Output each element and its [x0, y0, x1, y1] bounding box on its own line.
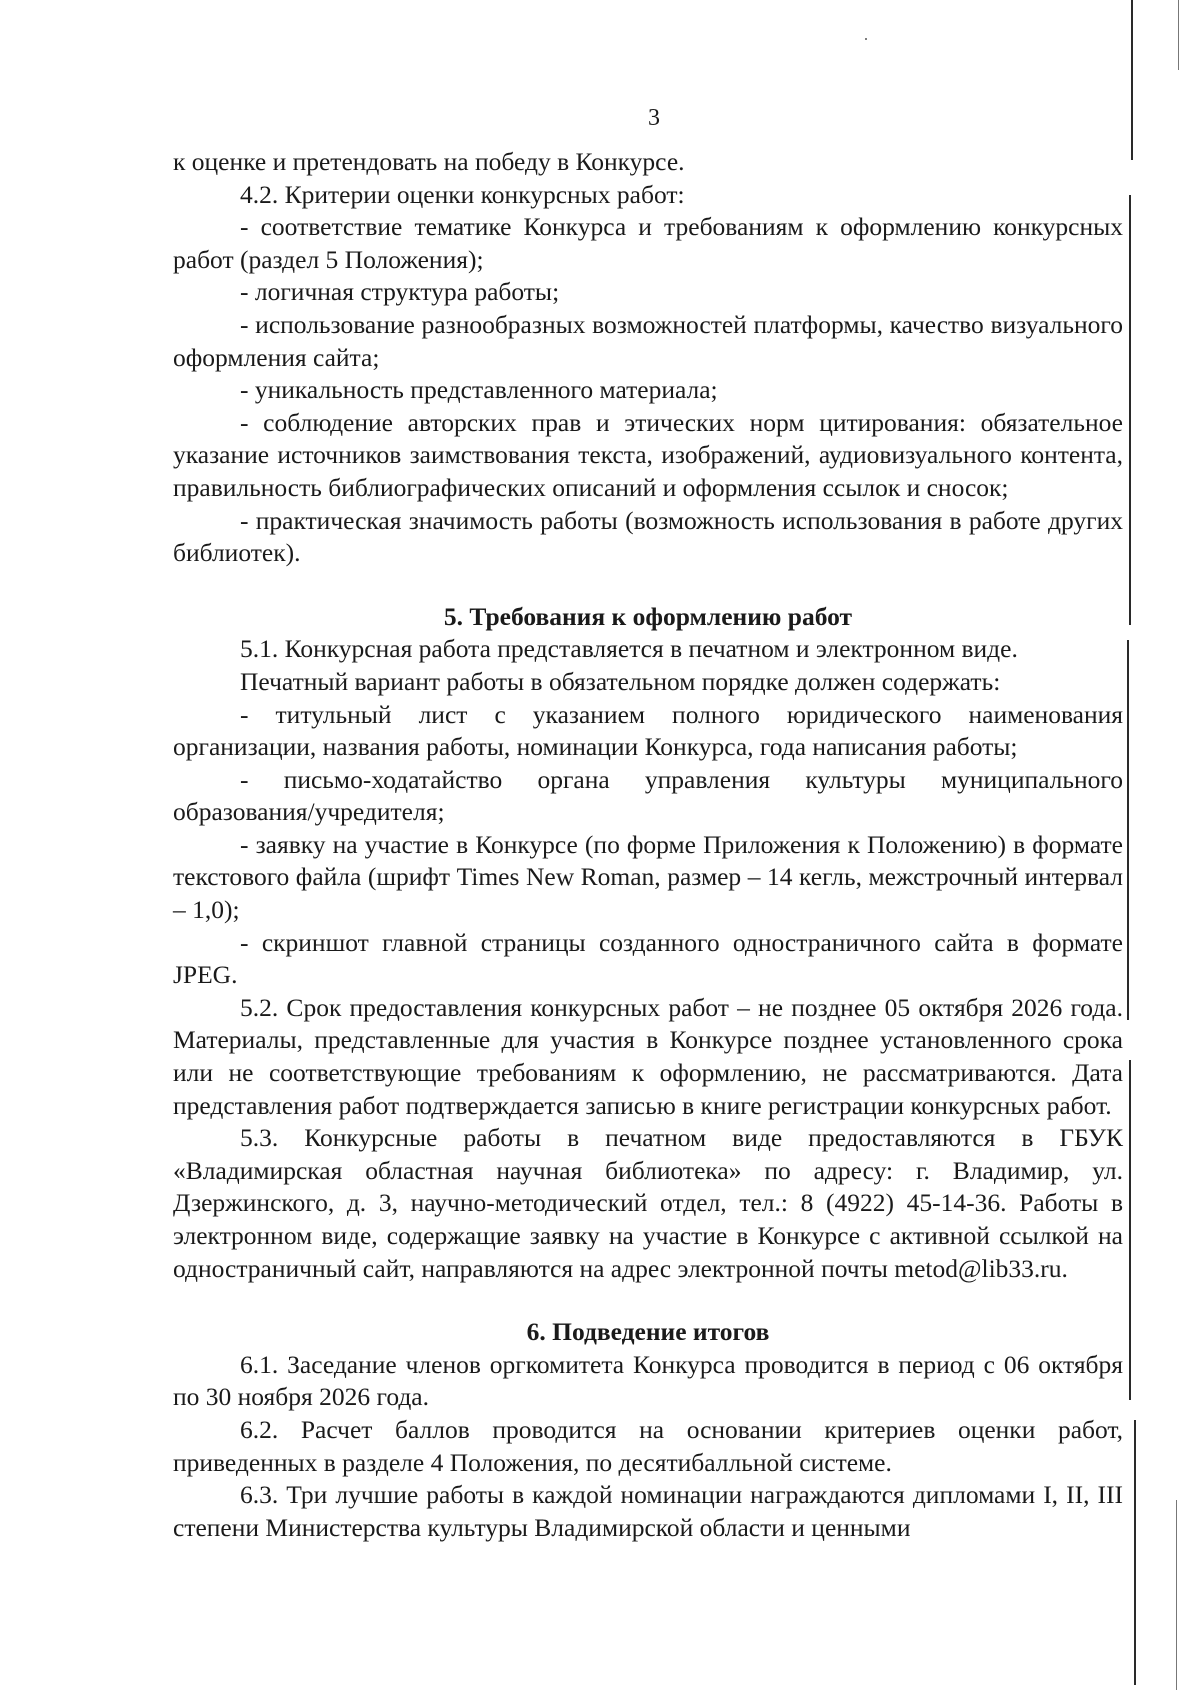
criteria-item: - практическая значимость работы (возможность использования в работе других библиотек).	[173, 505, 1123, 568]
section-5-list-item: - титульный лист с указанием полного юридического наименования организации, названия работы, номинации Конкурса, года написания работы;	[173, 699, 1123, 762]
scan-edge-line	[1127, 640, 1129, 1020]
page-number: 3	[648, 105, 660, 131]
section-5-paragraph: 5.1. Конкурсная работа представляется в печатном и электронном виде.	[240, 634, 1018, 664]
section-spacer	[173, 1285, 1123, 1316]
section-6-paragraph: 6.2. Расчет баллов проводится на основании критериев оценки работ, приведенных в разделе 4 Положения, по десятибалльной системе.	[173, 1414, 1123, 1477]
criteria-item: - использование разнообразных возможностей платформы, качество визуального оформления сайта;	[173, 309, 1123, 372]
paragraph: к оценке и претендовать на победу в Конкурсе.	[173, 147, 685, 176]
section-spacer	[173, 570, 1123, 601]
section-5-paragraph: Печатный вариант работы в обязательном порядке должен содержать:	[240, 666, 1001, 696]
scan-edge-line	[1178, 0, 1179, 70]
scan-speck	[865, 38, 867, 40]
scan-edge-line	[1176, 1500, 1177, 1690]
scan-edge-line	[1134, 1420, 1136, 1685]
section-5-list-item: - заявку на участие в Конкурсе (по форме Приложения к Положению) в формате текстового файла (шрифт Times New Roman, размер – 14 кегль, межстрочный интервал – 1,0);	[173, 829, 1123, 925]
section-6-heading: 6. Подведение итогов	[526, 1317, 770, 1347]
document-body	[173, 146, 1123, 1544]
criteria-item: - уникальность представленного материала;	[240, 375, 718, 405]
criteria-item: - соблюдение авторских прав и этических норм цитирования: обязательное указание источников заимствования текста, изображений, аудиовизуального контента, правильность библиографических описаний и оформления ссылок и сносок;	[173, 407, 1123, 502]
criteria-item: - логичная структура работы;	[240, 277, 560, 307]
section-5-paragraph: 5.2. Срок предоставления конкурсных работ – не позднее 05 октября 2026 года. Материалы, представленные для участия в Конкурсе позднее установленного срока или не соответствующие требованиям к оформлению, не рассматриваются. Дата представления работ подтверждается записью в книге регистрации конкурсных работ.	[173, 992, 1123, 1120]
section-5-paragraph: 5.3. Конкурсные работы в печатном виде предоставляются в ГБУК «Владимирская областная научная библиотека» по адресу: г. Владимир, ул. Дзержинского, д. 3, научно-методический отдел, тел.: 8 (4922) 45-14-36. Работы в электронном виде, содержащие заявку на участие в Конкурсе с активной ссылкой на одностраничный сайт, направляются на адрес электронной почты metod@lib33.ru.	[173, 1123, 1123, 1283]
scan-edge-line	[1129, 195, 1131, 625]
section-6-paragraph: 6.3. Три лучшие работы в каждой номинации награждаются дипломами I, II, III степени Министерства культуры Владимирской области и ценными	[173, 1480, 1123, 1542]
criteria-intro: 4.2. Критерии оценки конкурсных работ:	[240, 179, 685, 209]
section-6-paragraph: 6.1. Заседание членов оргкомитета Конкурса проводится в период с 06 октября по 30 ноября 2026 года.	[173, 1349, 1123, 1412]
criteria-item: - соответствие тематике Конкурса и требованиям к оформлению конкурсных работ (раздел 5 Положения);	[173, 212, 1123, 274]
scan-edge-line	[1131, 0, 1133, 160]
section-5-list-item: - скриншот главной страницы созданного одностраничного сайта в формате JPEG.	[173, 927, 1123, 990]
section-5-list-item: - письмо-ходатайство органа управления культуры муниципального образования/учредителя;	[173, 764, 1123, 827]
scan-edge-line	[1129, 1060, 1131, 1400]
section-5-heading: 5. Требования к оформлению работ	[443, 601, 853, 631]
